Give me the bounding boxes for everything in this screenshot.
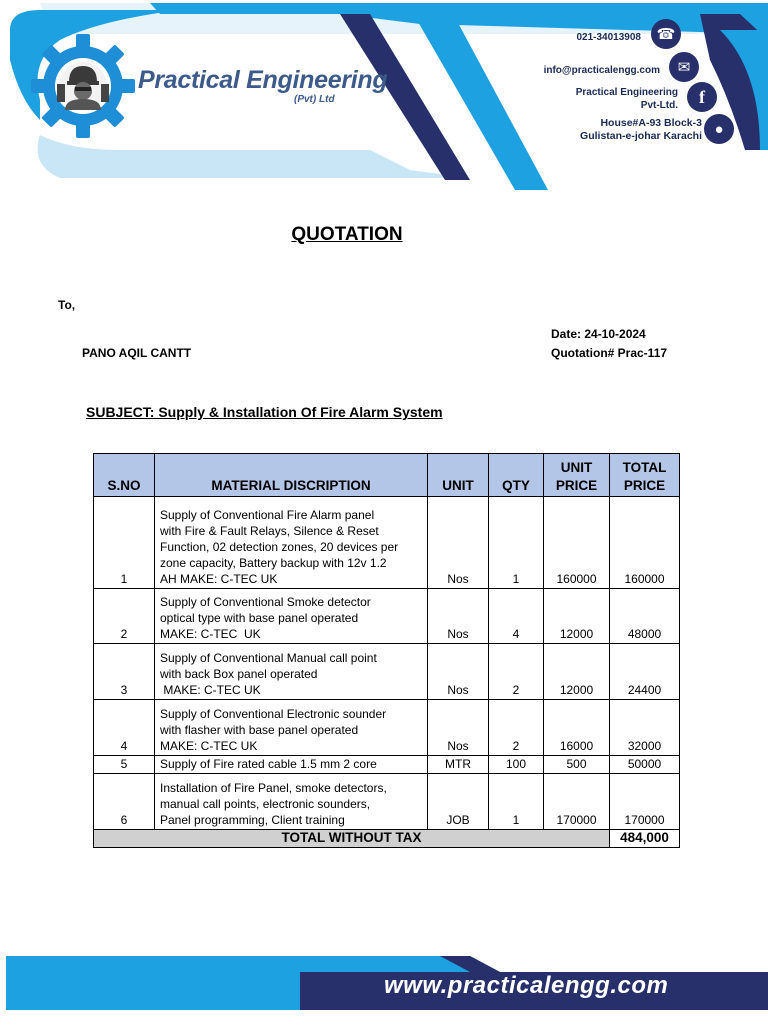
row-total: 48000 xyxy=(610,589,680,644)
row-sno: 3 xyxy=(94,644,155,700)
row-unit: Nos xyxy=(428,589,489,644)
description-line: Supply of Conventional Electronic sounder xyxy=(160,707,387,721)
row-total: 24400 xyxy=(610,644,680,700)
description-line: Supply of Conventional Fire Alarm panel xyxy=(160,508,375,522)
row-unit-price: 12000 xyxy=(544,644,610,700)
row-qty: 2 xyxy=(489,644,544,700)
row-description xyxy=(155,756,428,774)
row-qty: 100 xyxy=(489,756,544,774)
row-qty: 1 xyxy=(489,497,544,589)
row-sno: 2 xyxy=(94,589,155,644)
table-row xyxy=(94,756,680,774)
table-body xyxy=(94,497,680,830)
description-line: with flasher with base panel operated xyxy=(160,723,359,737)
client-name: PANO AQIL CANTT xyxy=(82,346,192,360)
description-line: MAKE: C-TEC UK xyxy=(160,739,258,753)
row-total: 50000 xyxy=(610,756,680,774)
description-line: Supply of Conventional Smoke detector xyxy=(160,595,371,609)
header-unit-price xyxy=(544,454,610,497)
table-row xyxy=(94,644,680,700)
row-unit-price: 500 xyxy=(544,756,610,774)
table-row xyxy=(94,589,680,644)
header-total-price-line-2: PRICE xyxy=(623,478,666,493)
row-total: 170000 xyxy=(610,774,680,830)
row-description xyxy=(155,774,428,830)
phone-icon: ☎ xyxy=(651,19,681,49)
row-unit-price: 12000 xyxy=(544,589,610,644)
to-label: To, xyxy=(58,298,76,312)
table-header-row xyxy=(94,454,680,497)
row-sno: 1 xyxy=(94,497,155,589)
description-line: Installation of Fire Panel, smoke detectors, xyxy=(160,781,387,795)
row-unit: MTR xyxy=(428,756,489,774)
row-total: 160000 xyxy=(610,497,680,589)
contact-phone: 021-34013908 xyxy=(576,32,641,43)
description-line: with Fire & Fault Relays, Silence & Reset xyxy=(160,524,379,538)
address-line-2: Gulistan-e-johar Karachi xyxy=(580,130,702,142)
letterhead-header xyxy=(0,0,768,200)
company-sub: (Pvt) Ltd xyxy=(294,94,335,105)
total-row xyxy=(94,830,680,848)
row-unit: Nos xyxy=(428,497,489,589)
document-title: QUOTATION xyxy=(291,224,403,245)
row-unit-price: 16000 xyxy=(544,700,610,756)
row-sno: 5 xyxy=(94,756,155,774)
description-line: optical type with base panel operated xyxy=(160,611,359,625)
quotation-table xyxy=(93,453,680,848)
row-description xyxy=(155,700,428,756)
row-sno: 4 xyxy=(94,700,155,756)
row-qty: 2 xyxy=(489,700,544,756)
row-description xyxy=(155,497,428,589)
row-unit-price: 160000 xyxy=(544,497,610,589)
description-line: Panel programming, Client training xyxy=(160,813,345,827)
header-unit-price-line-1: UNIT xyxy=(560,460,593,475)
header-total-price xyxy=(610,454,680,497)
header-unit: UNIT xyxy=(428,454,489,497)
table-row xyxy=(94,497,680,589)
contact-email: info@practicalengg.com xyxy=(543,65,660,76)
quotation-date: Date: 24-10-2024 xyxy=(551,327,646,341)
row-unit: JOB xyxy=(428,774,489,830)
description-line: with back Box panel operated xyxy=(160,667,318,681)
table-row xyxy=(94,700,680,756)
location-icon: ● xyxy=(704,114,734,144)
row-unit: Nos xyxy=(428,700,489,756)
row-description xyxy=(155,589,428,644)
row-total: 32000 xyxy=(610,700,680,756)
contact-address xyxy=(580,117,702,143)
header-total-price-line-1: TOTAL xyxy=(622,460,667,475)
email-icon: ✉ xyxy=(669,52,699,82)
description-line: MAKE: C-TEC UK xyxy=(160,627,261,641)
description-line: Supply of Conventional Manual call point xyxy=(160,651,377,665)
row-sno: 6 xyxy=(94,774,155,830)
website-url: www.practicalengg.com xyxy=(384,972,669,999)
facebook-icon: f xyxy=(687,82,717,112)
description-line: manual call points, electronic sounders, xyxy=(160,797,371,811)
row-unit: Nos xyxy=(428,644,489,700)
quotation-number: Quotation# Prac-117 xyxy=(551,346,668,360)
description-line: MAKE: C-TEC UK xyxy=(160,683,261,697)
description-line: AH MAKE: C-TEC UK xyxy=(160,572,278,586)
total-label: TOTAL WITHOUT TAX xyxy=(94,830,610,848)
description-line: Supply of Fire rated cable 1.5 mm 2 core xyxy=(160,757,377,771)
facebook-line-2: Pvt-Ltd. xyxy=(640,100,678,111)
address-line-1: House#A-93 Block-3 xyxy=(600,117,702,129)
description-line: Function, 02 detection zones, 20 devices per xyxy=(160,540,399,554)
description-line: zone capacity, Battery backup with 12v 1.2 xyxy=(160,556,387,570)
row-qty: 4 xyxy=(489,589,544,644)
total-amount: 484,000 xyxy=(610,830,680,848)
facebook-line-1: Practical Engineering xyxy=(575,87,678,98)
row-unit-price: 170000 xyxy=(544,774,610,830)
contact-facebook xyxy=(576,86,678,112)
row-description xyxy=(155,644,428,700)
subject-line: SUBJECT: Supply & Installation Of Fire Alarm System xyxy=(86,404,443,420)
table-row xyxy=(94,774,680,830)
header-description: MATERIAL DISCRIPTION xyxy=(155,454,428,497)
row-qty: 1 xyxy=(489,774,544,830)
header-qty: QTY xyxy=(489,454,544,497)
header-sno: S.NO xyxy=(94,454,155,497)
header-unit-price-line-2: PRICE xyxy=(555,478,598,493)
company-name: Practical Engineering xyxy=(138,66,388,94)
